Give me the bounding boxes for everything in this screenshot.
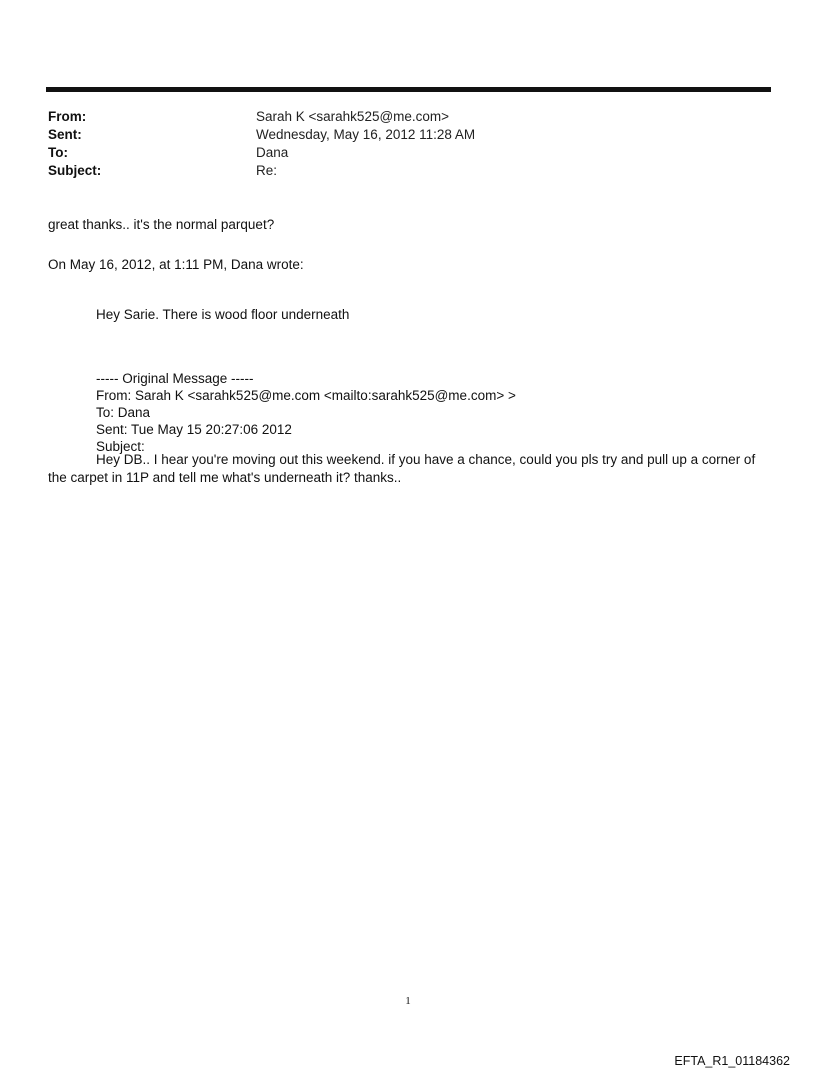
original-subject: Subject:	[96, 439, 145, 454]
to-label: To:	[48, 145, 68, 160]
original-separator: ----- Original Message -----	[96, 371, 254, 386]
original-sent: Sent: Tue May 15 20:27:06 2012	[96, 422, 292, 437]
header-row-from	[48, 108, 768, 126]
header-row-subject	[48, 162, 768, 180]
header-row-sent	[48, 126, 768, 144]
sent-value: Wednesday, May 16, 2012 11:28 AM	[256, 127, 476, 142]
attribution-line: On May 16, 2012, at 1:11 PM, Dana wrote:	[48, 257, 304, 272]
page-number: 1	[405, 995, 411, 1007]
quoted-reply: Hey Sarie. There is wood floor underneath	[96, 307, 350, 322]
from-label: From:	[48, 109, 87, 124]
bates-number: EFTA_R1_01184362	[674, 1054, 790, 1068]
original-from: From: Sarah K <sarahk525@me.com <mailto:sarahk525@me.com> >	[96, 388, 516, 403]
to-value: Dana	[256, 145, 289, 160]
original-to: To: Dana	[96, 405, 151, 420]
original-message-body: Hey DB.. I hear you're moving out this weekend. if you have a chance, could you pls try and pull up a corner of the carpet in 11P and tell me what's underneath it? thanks..	[48, 452, 756, 485]
subject-label: Subject:	[48, 163, 102, 178]
subject-value: Re:	[256, 163, 278, 178]
reply-text: great thanks.. it's the normal parquet?	[48, 217, 275, 232]
sent-label: Sent:	[48, 127, 82, 142]
header-divider	[46, 87, 771, 92]
email-header	[48, 108, 768, 180]
from-value: Sarah K <sarahk525@me.com>	[256, 109, 450, 124]
header-row-to	[48, 144, 768, 162]
original-message-header	[96, 370, 776, 455]
